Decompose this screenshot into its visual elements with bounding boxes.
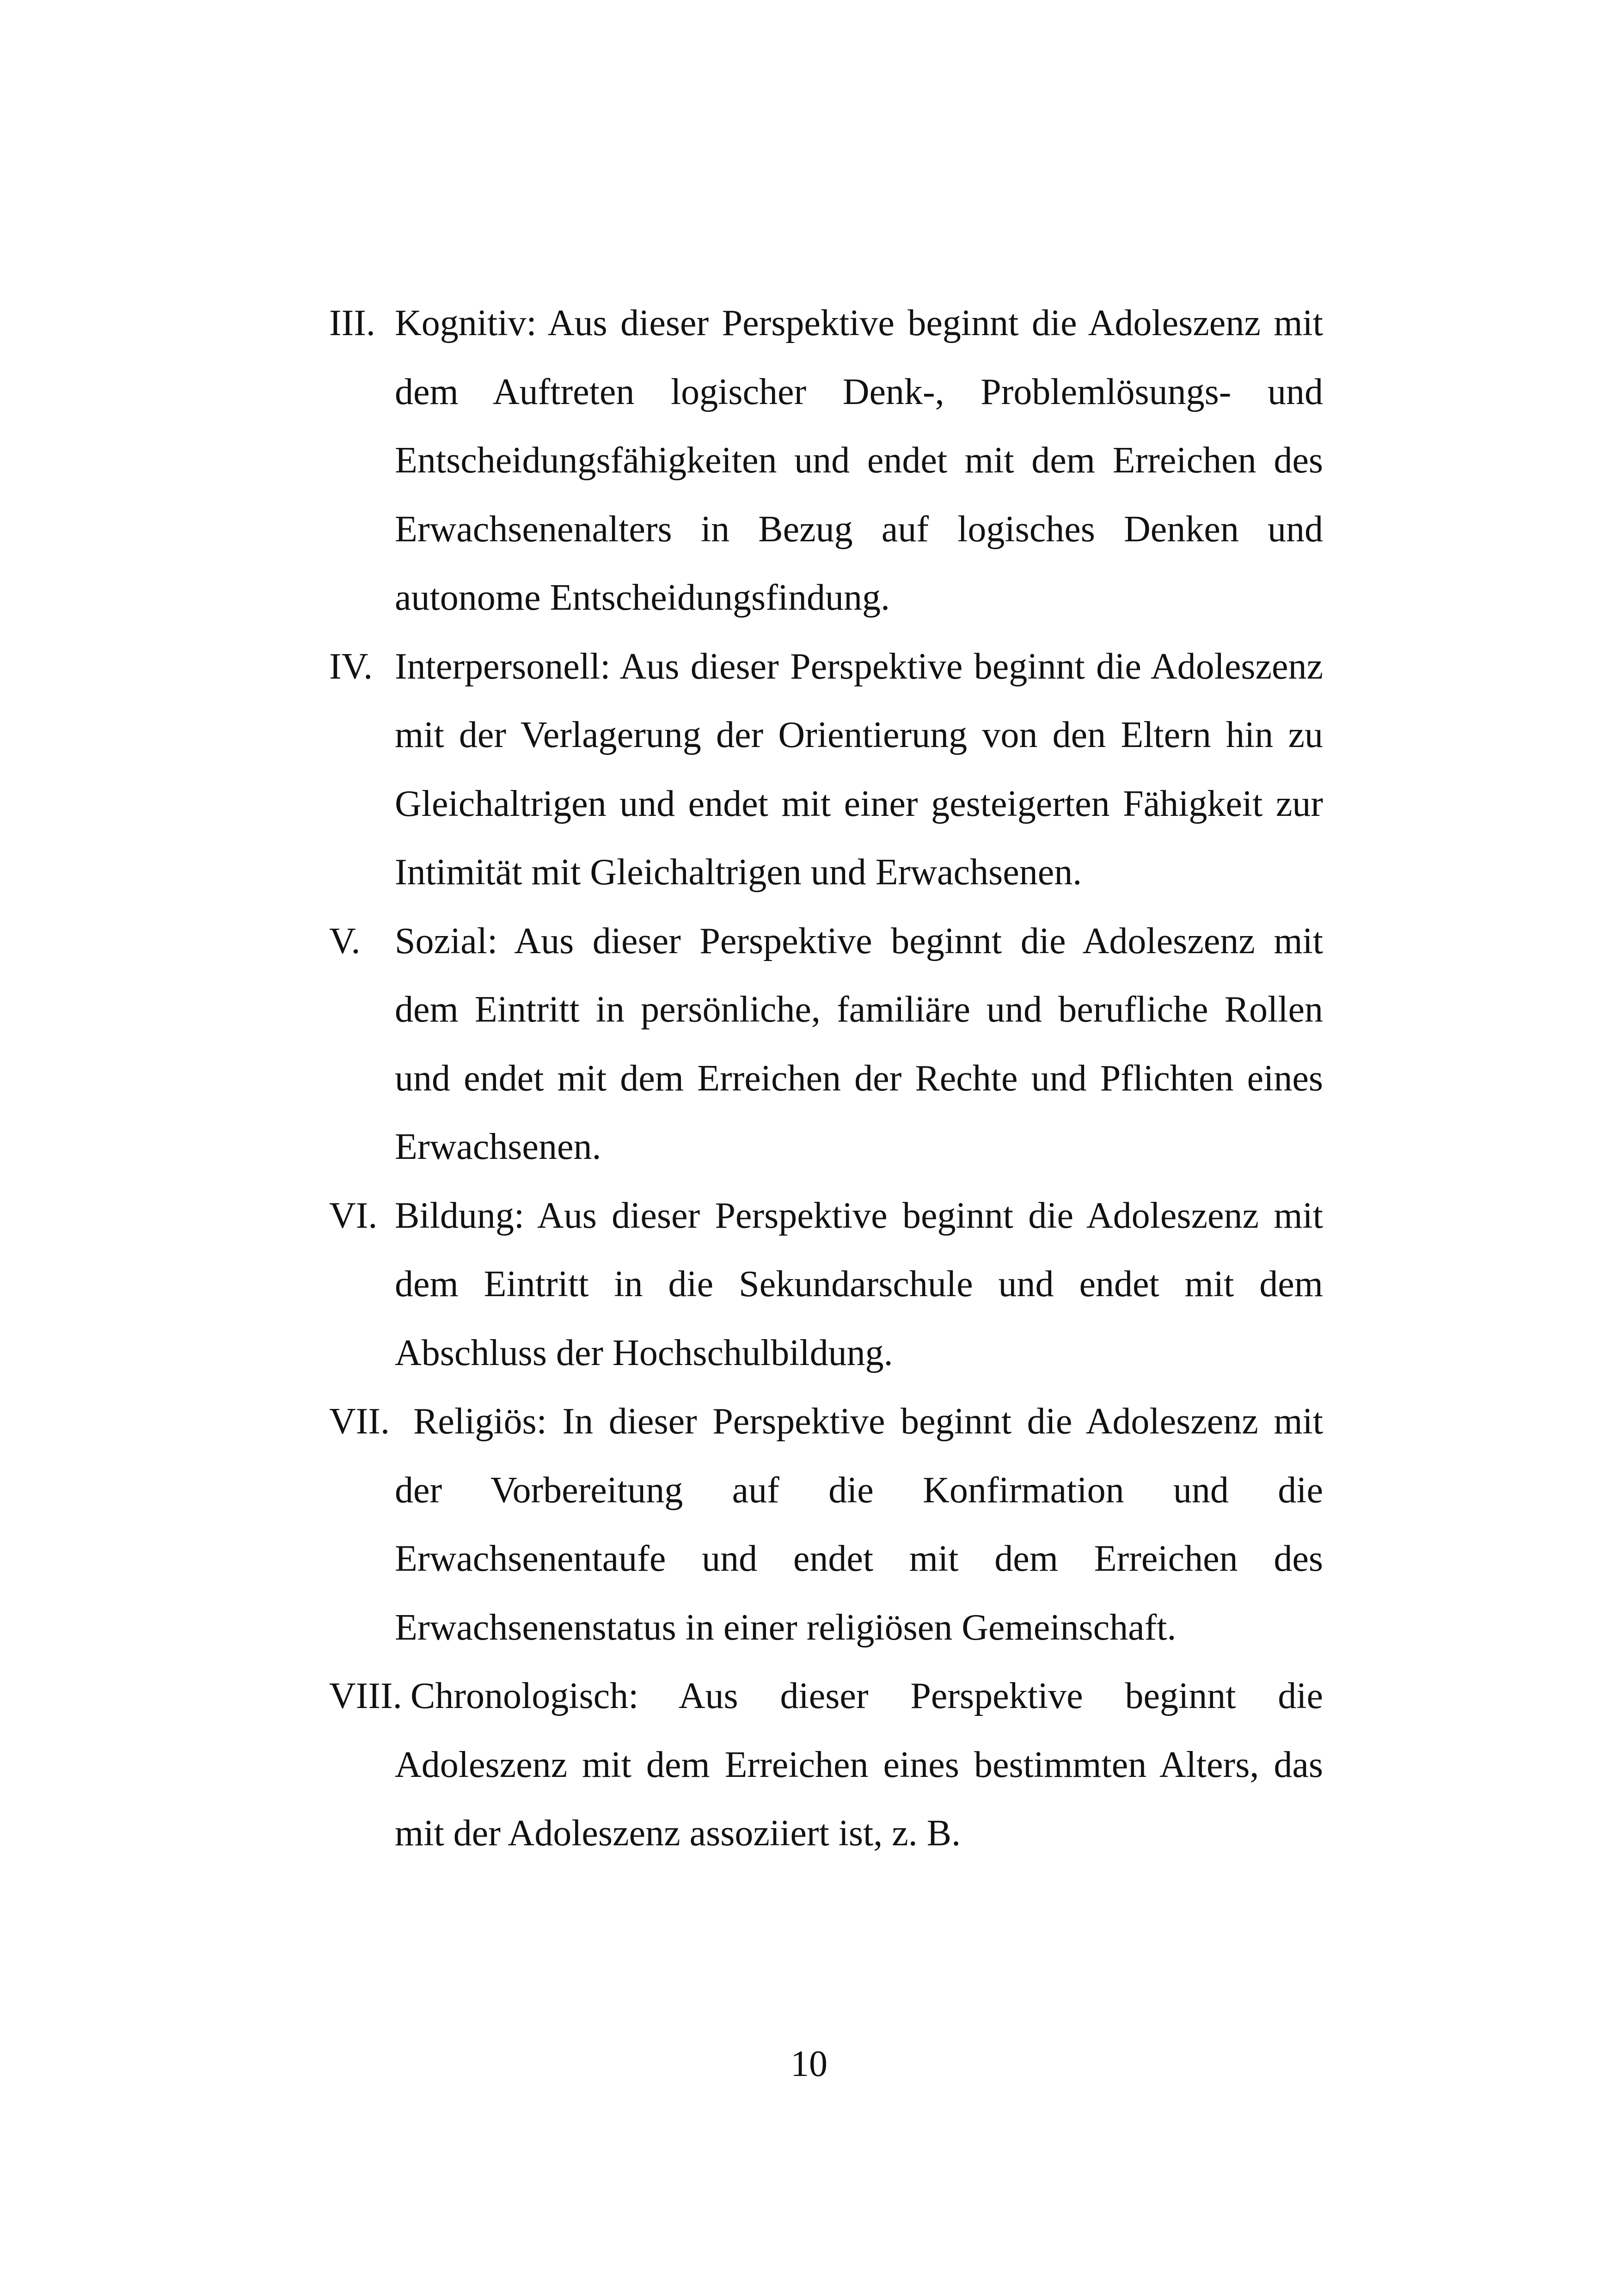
perspective-list <box>329 289 1323 1868</box>
list-item-social <box>329 907 1323 1182</box>
list-item-religious <box>329 1387 1323 1662</box>
list-item-interpersonal <box>329 632 1323 907</box>
list-item-chronological <box>329 1662 1323 1868</box>
page-number: 10 <box>791 2044 827 2084</box>
list-item-text: Interpersonell: Aus dieser Perspektive beginnt die Adoleszenz mit der Verlagerung der Orientierung von den Eltern hin zu Gleichaltrigen und endet mit einer gesteigerten Fähigkeit zur Intimität mit Gleichaltrigen und Erwachsenen. <box>395 646 1323 893</box>
list-marker: III. <box>329 303 375 343</box>
list-item-text: Chronologisch: Aus dieser Perspektive beginnt die Adoleszenz mit dem Erreichen eines bestimmten Alters, das mit der Adoleszenz assoziiert ist, z. B. <box>395 1676 1323 1854</box>
list-marker: IV. <box>329 646 373 687</box>
list-marker: VI. <box>329 1195 378 1236</box>
list-item-education <box>329 1182 1323 1388</box>
list-marker: VII. <box>329 1401 390 1442</box>
list-item-text: Kognitiv: Aus dieser Perspektive beginnt die Adoleszenz mit dem Auftreten logischer Denk-, Problemlösungs- und Entscheidungsfähigkeiten und endet mit dem Erreichen des Erwachsenenalters in Bezug auf logisches Denken und autonome Entscheidungsfindung. <box>395 303 1323 618</box>
list-marker: VIII. <box>329 1676 402 1716</box>
list-marker: V. <box>329 920 361 961</box>
list-item-text: Religiös: In dieser Perspektive beginnt die Adoleszenz mit der Vorbereitung auf die Konfirmation und die Erwachsenentaufe und endet mit dem Erreichen des Erwachsenenstatus in einer religiösen Gemeinschaft. <box>395 1401 1323 1648</box>
list-item-cognitive <box>329 289 1323 632</box>
list-item-text: Sozial: Aus dieser Perspektive beginnt die Adoleszenz mit dem Eintritt in persönliche, familiäre und berufliche Rollen und endet mit dem Erreichen der Rechte und Pflichten eines Erwachsenen. <box>395 920 1323 1167</box>
list-item-text: Bildung: Aus dieser Perspektive beginnt die Adoleszenz mit dem Eintritt in die Sekundarschule und endet mit dem Abschluss der Hochschulbildung. <box>395 1195 1323 1373</box>
